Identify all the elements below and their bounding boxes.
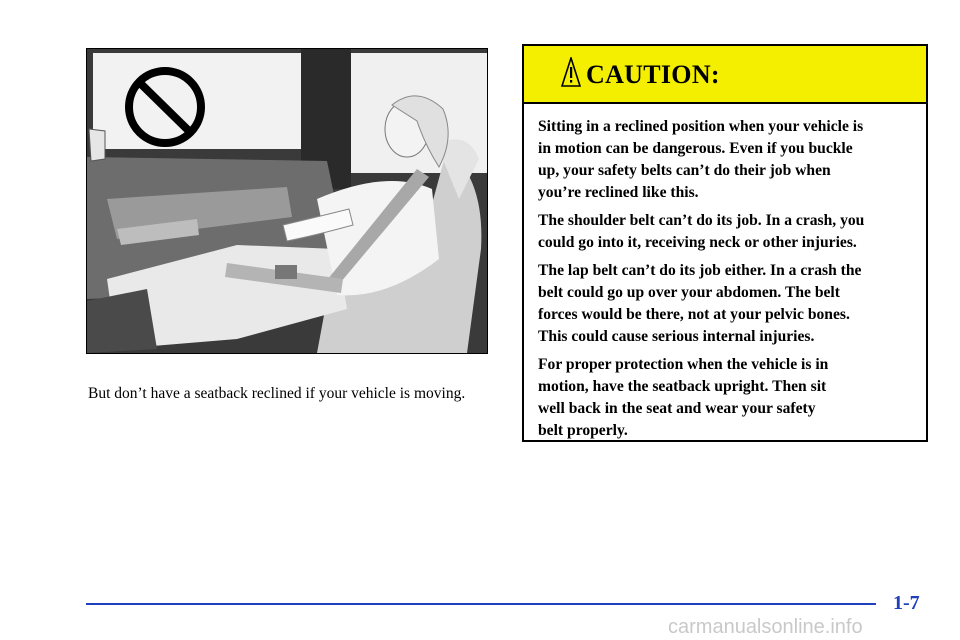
caution-title: CAUTION:	[586, 60, 720, 89]
caution-header	[524, 46, 926, 104]
caution-paragraph: Sitting in a reclined position when your vehicle is in motion can be dangerous. Even if you buckle up, your safety belts can’t do their job when you’re reclined like this.	[538, 118, 864, 201]
caution-paragraph: The shoulder belt can’t do its job. In a crash, you could go into it, receiving neck or other injuries.	[538, 212, 865, 251]
warning-triangle-icon	[561, 57, 581, 87]
page-number: 1-7	[893, 592, 920, 614]
illustration-caption: But don’t have a seatback reclined if your vehicle is moving.	[88, 385, 466, 402]
illustration-drawing	[87, 49, 487, 353]
caution-paragraph: The lap belt can’t do its job either. In a crash the belt could go up over your abdomen. The belt forces would be there, not at your pelvic bones. This could cause serious internal injuries.	[538, 262, 862, 345]
footer-rule	[86, 603, 876, 605]
reclined-seat-illustration	[86, 48, 488, 354]
watermark: carmanualsonline.info	[668, 616, 863, 638]
caution-body	[524, 104, 926, 442]
caution-box	[522, 44, 928, 442]
caution-paragraph: For proper protection when the vehicle is in motion, have the seatback upright. Then sit well back in the seat and wear your safety belt properly.	[538, 356, 829, 439]
